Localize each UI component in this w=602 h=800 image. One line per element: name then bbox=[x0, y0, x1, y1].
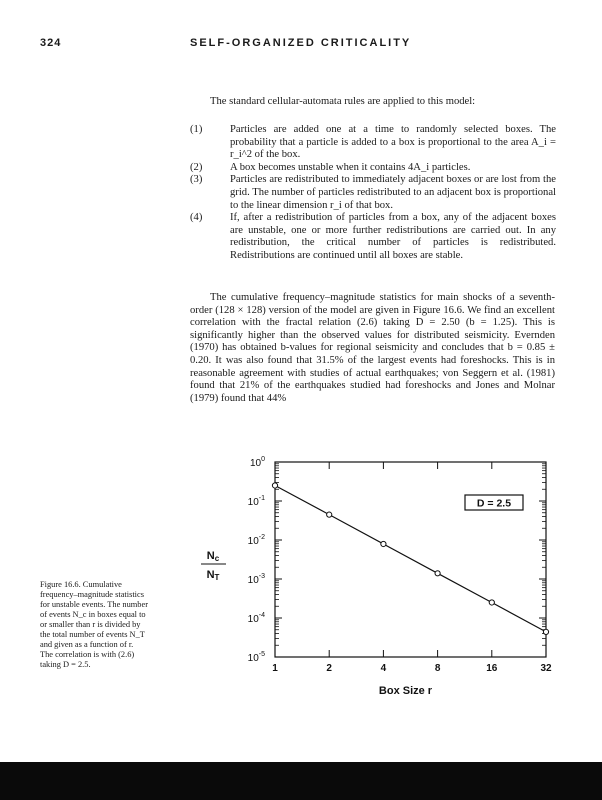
rule-number: (1) bbox=[190, 124, 203, 135]
rule-text: A box becomes unstable when it contains 4A_i particles. bbox=[230, 161, 471, 173]
y-tick-label: $10^{-4}$ bbox=[247, 612, 265, 625]
plot-frame bbox=[275, 462, 546, 657]
rule-text: Particles are added one at a time to randomly selected boxes. The probability that a particle is added to a box is proportional to the area A_i = r_i^2 of the box. bbox=[230, 124, 556, 161]
x-tick-label: 8 bbox=[434, 663, 441, 674]
y-tick-label: $10^{-5}$ bbox=[247, 651, 265, 664]
y-tick-label: $10^{-2}$ bbox=[247, 534, 265, 547]
scan-edge-bar bbox=[0, 762, 602, 800]
x-axis-label: Box Size r bbox=[378, 685, 433, 697]
x-tick-label: 4 bbox=[380, 663, 387, 674]
rule-text: If, after a redistribution of particles from a box, any of the adjacent boxes are unstable, one or more further redistributions are carried out. In any redistribution, the critical number of particles is redistributed. Redistributions are continued until all boxes are stable. bbox=[230, 212, 556, 261]
intro-text: The standard cellular-automata rules are applied to this model: bbox=[210, 96, 476, 107]
y-tick-label: $10^{-1}$ bbox=[247, 495, 265, 508]
y-tick-label: $10^0$ bbox=[249, 456, 265, 469]
x-tick-label: 32 bbox=[540, 663, 552, 674]
rule-number: (2) bbox=[190, 161, 203, 173]
page-number: 324 bbox=[40, 37, 62, 49]
data-point bbox=[381, 541, 386, 546]
data-point bbox=[327, 512, 332, 517]
data-point bbox=[435, 571, 440, 576]
legend-label: D = 2.5 bbox=[476, 497, 512, 510]
x-tick-label: 2 bbox=[326, 663, 332, 674]
rule-number: (4) bbox=[190, 212, 203, 224]
y-axis-label-numerator: Nc bbox=[206, 550, 220, 563]
y-tick-label: $10^{-3}$ bbox=[247, 573, 265, 586]
body-paragraph: The cumulative frequency–magnitude statistics for main shocks of a seventh-order (128 × 128) version of the model are given in Figure 16.6. We find an excellent correlation with the fractal relation (2.6) taking D = 2.50 (b = 1.25). This is significantly higher than the observed values for distributed seismicity. Evernden (1970) has obtained b-values for regional seismicity and concludes that b = 0.85 ± 0.20. It was also found that 31.5% of the largest events had foreshocks. This is in reasonable agreement with studies of actual earthquakes; von Seggern et al. (1981) found that 21% of the earthquakes studied had foreshocks and Jones and Molnar (1979) found that 44% bbox=[190, 292, 555, 404]
running-title: SELF-ORGANIZED CRITICALITY bbox=[190, 37, 412, 49]
x-tick-label: 16 bbox=[486, 663, 498, 674]
x-tick-label: 1 bbox=[272, 663, 278, 674]
data-point bbox=[543, 629, 548, 634]
rule-number: (3) bbox=[190, 174, 203, 186]
rule-text: Particles are redistributed to immediately adjacent boxes or are lost from the grid. The number of particles redistributed to an adjacent box is proportional to the linear dimension r_i of that box. bbox=[230, 174, 556, 211]
data-point bbox=[272, 483, 277, 488]
y-axis-label-denominator: NT bbox=[206, 569, 220, 582]
figure-caption: Figure 16.6. Cumulative frequency–magnitude statistics for unstable events. The number of events N_c in boxes equal to or smaller than r is divided by the total number of events N_T and given as a function of r. The correlation is with (2.6) taking D = 2.5. bbox=[40, 580, 148, 669]
data-point bbox=[489, 600, 494, 605]
